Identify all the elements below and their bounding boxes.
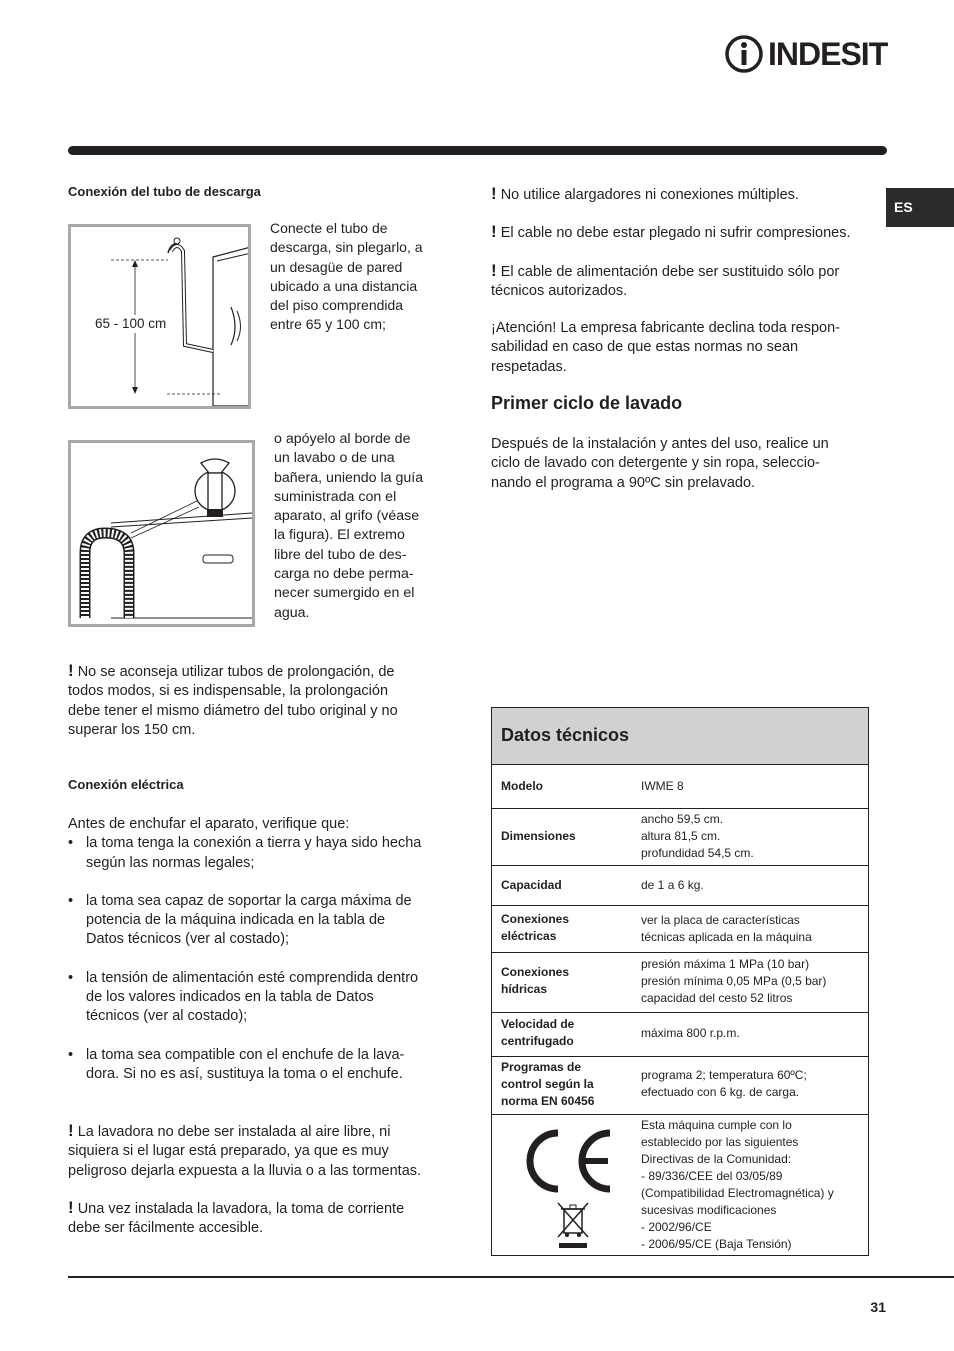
header-rule [68, 146, 887, 155]
warning-extensions-cords: ! No utilice alargadores ni conexiones múltiples. [491, 184, 799, 203]
table-row: Conexiones eléctricas ver la placa de características técnicas aplicada en la máquina [492, 906, 868, 953]
table-row: Modelo IWME 8 [492, 765, 868, 809]
drain-tub-figure [68, 440, 255, 627]
brand-name: INDESIT [768, 36, 888, 72]
warning-cable-replace: ! El cable de alimentación debe ser sustituido sólo por técnicos autorizados. [491, 261, 840, 300]
weee-bin-icon [556, 1201, 590, 1251]
table-row: Velocidad de centrifugado máxima 800 r.p.m. [492, 1013, 868, 1057]
first-wash-heading: Primer ciclo de lavado [491, 393, 683, 413]
page-number: 31 [870, 1299, 886, 1315]
electric-bullet-3: • la tensión de alimentación esté comprendida dentro de los valores indicados en la tabla de Datos técnicos (ver al costado); [68, 969, 458, 1027]
technical-data-table [491, 707, 869, 1256]
warning-cable-bent: ! El cable no debe estar plegado ni sufrir compresiones. [491, 222, 851, 241]
drain-wall-figure [68, 224, 251, 409]
indesit-i-icon [724, 34, 764, 74]
electric-heading: Conexión eléctrica [68, 777, 184, 792]
warning-extension: ! No se aconseja utilizar tubos de prolongación, de todos modos, si es indispensable, la prolongación debe tener el mismo diámetro del tubo original y no superar los 150 cm. [68, 661, 398, 738]
table-row: Programas de control según la norma EN 60456 programa 2; temperatura 60ºC; efectuado con 6 kg. de carga. [492, 1057, 868, 1115]
attention-note: ¡Atención! La empresa fabricante declina toda respon- sabilidad en caso de que estas normas no sean respetadas. [491, 320, 841, 375]
table-header [492, 708, 868, 765]
warning-outdoor: ! La lavadora no debe ser instalada al aire libre, ni siquiera si el lugar está preparado, ya que es muy peligroso dejarla expuesta a la lluvia o a las tormentas. [68, 1121, 422, 1179]
drain-heading: Conexión del tubo de descarga [68, 184, 261, 199]
table-row: Esta máquina cumple con lo establecido por las siguientes Directivas de la Comunidad: - 89/336/CEE del 03/05/89 (Compatibilidad Electromagnética) y sucesivas modificaciones - 2002/96/CE - 2006/95/CE (Baja Tensión) [492, 1115, 868, 1255]
drain-tub-illustration [71, 443, 252, 624]
brand-logo [724, 34, 889, 74]
footer-rule [68, 1276, 954, 1278]
table-row: Capacidad de 1 a 6 kg. [492, 866, 868, 906]
table-row: Dimensiones ancho 59,5 cm. altura 81,5 cm. profundidad 54,5 cm. [492, 809, 868, 866]
drain-text-2: o apóyelo al borde de un lavabo o de una bañera, uniendo la guía suministrada con el aparato, al grifo (véase la figura). El extremo libre del tubo de des- carga no debe perma- necer sumergido en el agua. [274, 431, 424, 621]
first-wash-text: Después de la instalación y antes del uso, realice un ciclo de lavado con detergente y sin ropa, seleccio- nando el programa a 90ºC sin prelavado. [491, 436, 829, 491]
electric-bullet-4: • la toma sea compatible con el enchufe de la lava- dora. Si no es así, sustituya la toma o el enchufe. [68, 1046, 458, 1085]
height-label: 65 - 100 cm [95, 316, 167, 331]
electric-bullet-2: • la toma sea capaz de soportar la carga máxima de potencia de la máquina indicada en la tabla de Datos técnicos (ver al costado); [68, 892, 458, 950]
table-row: Conexiones hídricas presión máxima 1 MPa (10 bar) presión mínima 0,05 MPa (0,5 bar) capacidad del cesto 52 litros [492, 953, 868, 1013]
table-title: Datos técnicos [501, 725, 630, 745]
drain-text-1: Conecte el tubo de descarga, sin plegarlo, a un desagüe de pared ubicado a una distancia del piso comprendida entre 65 y 100 cm; [270, 220, 423, 333]
electric-bullet-1: • la toma tenga la conexión a tierra y haya sido hecha según las normas legales; [68, 834, 458, 873]
electric-section: Antes de enchufar el aparato, verifique que: • la toma tenga la conexión a tierra y haya sido hecha según las normas legales; • la toma sea capaz de soportar la carga máxima de potencia de la máquina indicada en la tabla de Datos técnicos (ver al costado); • la tensión de alimentación esté comprendida dentro de los valores indicados en la tabla de Datos técnicos (ver al costado); • la toma sea compatible con el enchufe de la lava- dora. Si no es así, sustituya la toma o el enchufe. [68, 815, 458, 1084]
warning-access: ! Una vez instalada la lavadora, la toma de corriente debe ser fácilmente accesible. [68, 1198, 405, 1237]
language-tab: ES [886, 188, 954, 227]
